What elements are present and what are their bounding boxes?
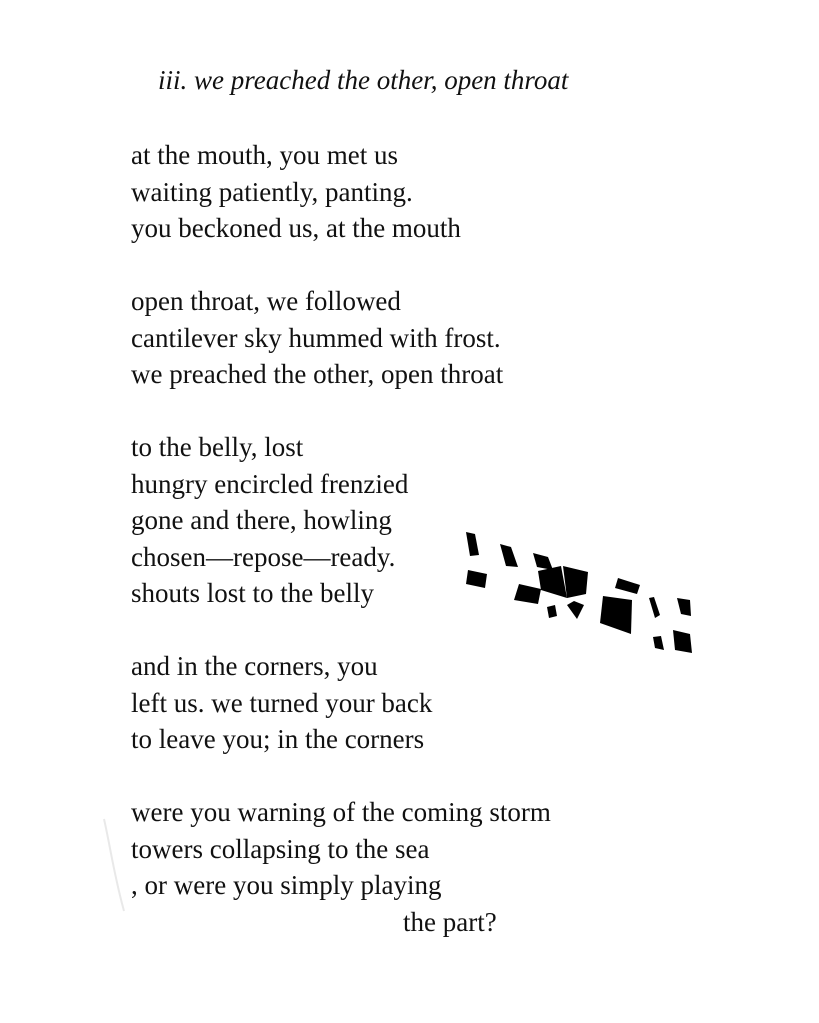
shard bbox=[563, 566, 588, 598]
poem-line: open throat, we followed bbox=[131, 286, 401, 316]
poem-line: left us. we turned your back bbox=[131, 687, 433, 718]
poem-line: cantilever sky hummed with frost. bbox=[131, 322, 501, 353]
stanza-5 bbox=[131, 794, 551, 940]
stanza-3 bbox=[131, 429, 551, 612]
shard bbox=[673, 630, 692, 653]
poem-line: shouts lost to the belly bbox=[131, 578, 374, 608]
poem-line: chosen—repose—ready. bbox=[131, 541, 396, 572]
poem-line: to the belly, lost bbox=[131, 432, 304, 462]
poem-line: and in the corners, you bbox=[131, 651, 378, 681]
poem-line-indented: the part? bbox=[403, 906, 497, 937]
poem-line: , or were you simply playing bbox=[131, 870, 442, 900]
shard bbox=[649, 597, 660, 618]
poem-line: hungry encircled frenzied bbox=[131, 468, 409, 499]
shard bbox=[567, 601, 584, 619]
shard bbox=[600, 596, 632, 634]
poem-title: iii. we preached the other, open throat bbox=[158, 65, 569, 95]
poem-line: gone and there, howling bbox=[131, 505, 392, 535]
stanza-4 bbox=[131, 648, 551, 758]
shard bbox=[677, 598, 691, 616]
poem-line: waiting patiently, panting. bbox=[131, 176, 413, 207]
poem-body bbox=[131, 137, 551, 977]
shard bbox=[653, 636, 664, 650]
faint-stroke-mark bbox=[100, 815, 130, 915]
poem-line: to leave you; in the corners bbox=[131, 724, 425, 754]
stanza-2 bbox=[131, 283, 551, 393]
poem-line: we preached the other, open throat bbox=[131, 359, 504, 389]
poem-line: towers collapsing to the sea bbox=[131, 833, 430, 864]
poem-line: you beckoned us, at the mouth bbox=[131, 213, 461, 243]
stanza-1 bbox=[131, 137, 551, 247]
shard bbox=[615, 578, 640, 594]
poem-line: at the mouth, you met us bbox=[131, 140, 398, 170]
poem-line: were you warning of the coming storm bbox=[131, 797, 551, 827]
